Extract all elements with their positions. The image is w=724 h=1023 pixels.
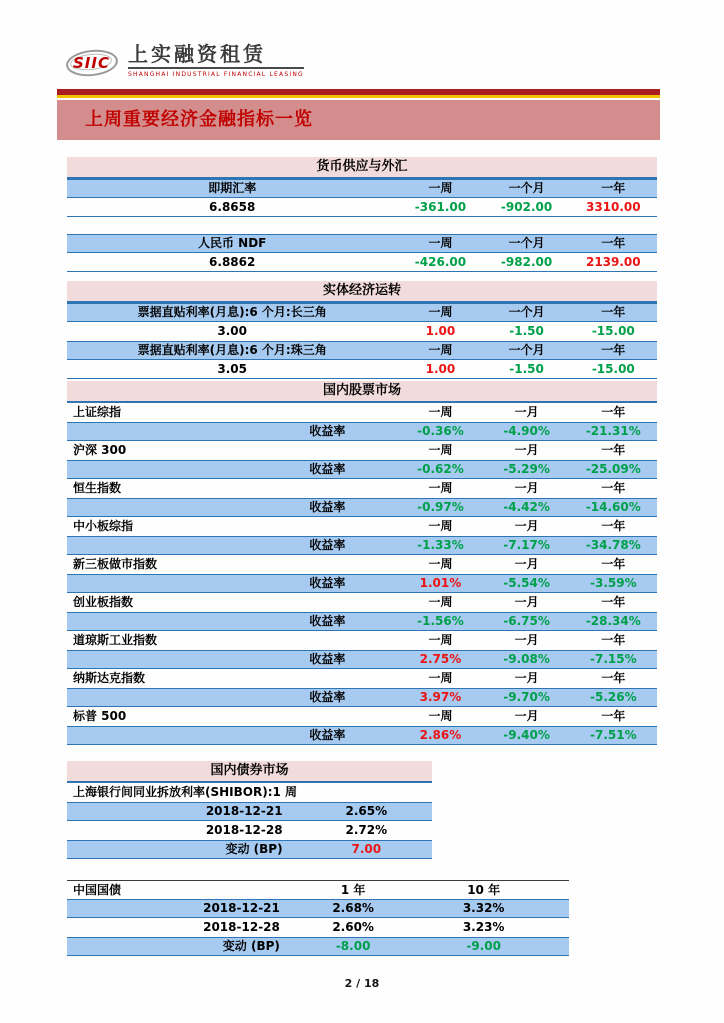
- change-value: -902.00: [500, 200, 553, 214]
- current-value: 3.05: [217, 362, 247, 376]
- col-header: 一周: [428, 519, 453, 533]
- return-value: 1.01%: [419, 576, 462, 590]
- col-header: 一月: [514, 671, 539, 685]
- page-number: 2 / 18: [344, 977, 380, 990]
- index-name: 标普 500: [73, 709, 127, 723]
- change-value: -1.50: [509, 324, 544, 338]
- table-row: [67, 631, 657, 650]
- col-header: 一年: [601, 519, 626, 533]
- change-value: 3310.00: [585, 200, 641, 214]
- row-label: 收益率: [309, 690, 346, 704]
- return-value: -1.33%: [417, 538, 464, 552]
- table-row: [67, 574, 657, 593]
- logo-mark-text: SIIC: [73, 54, 110, 72]
- section-banner: [57, 100, 660, 140]
- table-row: [67, 460, 657, 479]
- current-value: 6.8862: [209, 255, 256, 269]
- table-row: [67, 234, 657, 253]
- tables-region: [0, 157, 724, 956]
- return-value: -0.36%: [417, 424, 464, 438]
- table-title-domestic-stock-market: 国内股票市场: [67, 381, 657, 403]
- table-row: [67, 179, 657, 198]
- table-row: [67, 707, 657, 726]
- col-header: 一月: [514, 709, 539, 723]
- table-row: [67, 536, 657, 555]
- return-value: -4.42%: [503, 500, 550, 514]
- rate-value: 3.23%: [462, 920, 505, 934]
- return-value: -5.29%: [503, 462, 550, 476]
- rate-value: 2.72%: [345, 823, 388, 837]
- change-value: -8.00: [335, 939, 371, 953]
- col-header: 一年: [601, 405, 626, 419]
- table-row: [67, 650, 657, 669]
- red-gold-divider: [57, 89, 660, 98]
- date-label: 2018-12-21: [203, 901, 280, 915]
- col-header: 一年: [601, 595, 626, 609]
- row-label: 收益率: [309, 728, 346, 742]
- index-name: 创业板指数: [73, 595, 134, 609]
- table-row: [67, 669, 657, 688]
- col-header: 一周: [428, 481, 453, 495]
- page-title: 上周重要经济金融指标一览: [85, 109, 313, 130]
- row-label: 上海银行间同业拆放利率(SHIBOR):1 周: [73, 785, 298, 799]
- table-row: [67, 840, 432, 859]
- change-value: -1.50: [509, 362, 544, 376]
- row-label: 收益率: [309, 576, 346, 590]
- company-name-en: SHANGHAI INDUSTRIAL FINANCIAL LEASING: [128, 71, 304, 78]
- table-row: [67, 479, 657, 498]
- change-value: 7.00: [351, 842, 382, 856]
- table-row: [67, 783, 432, 802]
- change-value: -9.00: [466, 939, 501, 953]
- col-header: 一年: [601, 443, 626, 457]
- table-row: [67, 441, 657, 460]
- row-label: 收益率: [309, 500, 346, 514]
- return-value: -5.26%: [589, 690, 637, 704]
- row-label: 收益率: [309, 614, 346, 628]
- table-title-domestic-bond-market: 国内债券市场: [67, 761, 432, 783]
- col-header: 一个月: [508, 343, 545, 357]
- row-label: 即期汇率: [208, 181, 257, 195]
- return-value: -21.31%: [585, 424, 641, 438]
- table-title-money-supply-fx: 货币供应与外汇: [67, 157, 657, 179]
- col-header: 一月: [514, 405, 539, 419]
- table-row: [67, 322, 657, 341]
- current-value: 6.8658: [209, 200, 256, 214]
- col-header: 10 年: [467, 883, 501, 897]
- table-row: [67, 802, 432, 821]
- col-header: 一月: [514, 595, 539, 609]
- rate-value: 3.32%: [462, 901, 505, 915]
- return-value: 3.97%: [419, 690, 462, 704]
- table-row: [67, 821, 432, 840]
- row-label: 票据直贴利率(月息):6 个月:珠三角: [137, 343, 327, 357]
- current-value: 3.00: [217, 324, 247, 338]
- col-header: 一年: [601, 236, 626, 250]
- change-value: -361.00: [414, 200, 467, 214]
- col-header: 一月: [514, 481, 539, 495]
- col-header: 一周: [428, 443, 453, 457]
- table-row: [67, 555, 657, 574]
- date-label: 2018-12-28: [205, 823, 283, 837]
- row-label: 中国国债: [73, 883, 122, 897]
- change-value: 1.00: [425, 362, 456, 376]
- table-row: [67, 593, 657, 612]
- table-row: [67, 880, 569, 899]
- change-value: -15.00: [591, 362, 635, 376]
- return-value: -5.54%: [503, 576, 550, 590]
- table-domestic-bond-market: [67, 761, 432, 859]
- return-value: -9.70%: [503, 690, 550, 704]
- return-value: 2.86%: [419, 728, 462, 742]
- row-label: 收益率: [309, 424, 346, 438]
- row-label: 变动 (BP): [225, 842, 283, 856]
- change-value: -15.00: [591, 324, 635, 338]
- row-label: 变动 (BP): [222, 939, 280, 953]
- row-label: 收益率: [309, 652, 346, 666]
- change-value: 2139.00: [585, 255, 641, 269]
- col-header: 一月: [514, 557, 539, 571]
- col-header: 一周: [428, 236, 453, 250]
- col-header: 一月: [514, 633, 539, 647]
- row-label: 收益率: [309, 538, 346, 552]
- date-label: 2018-12-28: [203, 920, 280, 934]
- col-header: 一周: [428, 633, 453, 647]
- col-header: 一周: [428, 405, 453, 419]
- table-row: [67, 422, 657, 441]
- date-label: 2018-12-21: [205, 804, 283, 818]
- table-row: [67, 253, 657, 272]
- col-header: 一月: [514, 519, 539, 533]
- return-value: -7.15%: [589, 652, 637, 666]
- table-title-real-economy: 实体经济运转: [67, 281, 657, 303]
- table-row: [67, 726, 657, 745]
- col-header: 1 年: [340, 883, 366, 897]
- col-header: 一周: [428, 595, 453, 609]
- col-header: 一年: [601, 709, 626, 723]
- table-row: [67, 198, 657, 217]
- rate-value: 2.60%: [332, 920, 374, 934]
- table-china-treasury: [67, 880, 569, 956]
- row-label: 票据直贴利率(月息):6 个月:长三角: [137, 305, 327, 319]
- table-money-supply-fx: [67, 157, 657, 272]
- return-value: -34.78%: [585, 538, 641, 552]
- col-header: 一周: [428, 343, 453, 357]
- return-value: -7.51%: [589, 728, 637, 742]
- table-row: [67, 918, 569, 937]
- col-header: 一周: [428, 671, 453, 685]
- table-row: [67, 688, 657, 707]
- row-label: 人民币 NDF: [198, 236, 267, 250]
- index-name: 纳斯达克指数: [73, 671, 146, 685]
- return-value: 2.75%: [419, 652, 462, 666]
- col-header: 一年: [601, 305, 626, 319]
- col-header: 一年: [601, 633, 626, 647]
- index-name: 上证综指: [73, 405, 122, 419]
- index-name: 新三板做市指数: [73, 557, 158, 571]
- change-value: -982.00: [500, 255, 553, 269]
- company-name: 上实融资租赁: [128, 43, 304, 69]
- row-label: 收益率: [309, 462, 346, 476]
- col-header: 一年: [601, 481, 626, 495]
- index-name: 恒生指数: [73, 481, 122, 495]
- return-value: -0.62%: [417, 462, 464, 476]
- col-header: 一月: [514, 443, 539, 457]
- return-value: -0.97%: [417, 500, 464, 514]
- table-row: [67, 360, 657, 379]
- col-header: 一年: [601, 343, 626, 357]
- return-value: -6.75%: [503, 614, 550, 628]
- return-value: -9.08%: [503, 652, 550, 666]
- table-row: [67, 341, 657, 360]
- col-header: 一个月: [508, 181, 545, 195]
- return-value: -9.40%: [503, 728, 550, 742]
- col-header: 一周: [428, 557, 453, 571]
- return-value: -7.17%: [503, 538, 550, 552]
- table-row: [67, 937, 569, 956]
- logo-text: [128, 43, 304, 78]
- table-row: [67, 899, 569, 918]
- col-header: 一年: [601, 181, 626, 195]
- table-row: [67, 498, 657, 517]
- table-real-economy: [67, 281, 657, 379]
- col-header: 一年: [601, 557, 626, 571]
- table-gap: [67, 217, 657, 234]
- siic-logo-icon: [66, 49, 118, 77]
- index-name: 中小板综指: [73, 519, 134, 533]
- table-row: [67, 517, 657, 536]
- col-header: 一年: [601, 671, 626, 685]
- col-header: 一周: [428, 305, 453, 319]
- table-row: [67, 303, 657, 322]
- return-value: -25.09%: [585, 462, 641, 476]
- col-header: 一周: [428, 181, 453, 195]
- col-header: 一个月: [508, 305, 545, 319]
- return-value: -14.60%: [585, 500, 641, 514]
- col-header: 一周: [428, 709, 453, 723]
- return-value: -1.56%: [417, 614, 464, 628]
- company-logo: [66, 43, 724, 85]
- return-value: -28.34%: [585, 614, 641, 628]
- return-value: -3.59%: [589, 576, 637, 590]
- index-name: 道琼斯工业指数: [73, 633, 158, 647]
- return-value: -4.90%: [503, 424, 550, 438]
- rate-value: 2.68%: [332, 901, 374, 915]
- table-domestic-stock-market: [67, 381, 657, 745]
- table-row: [67, 612, 657, 631]
- index-name: 沪深 300: [73, 443, 127, 457]
- rate-value: 2.65%: [345, 804, 388, 818]
- change-value: -426.00: [414, 255, 467, 269]
- table-row: [67, 403, 657, 422]
- col-header: 一个月: [508, 236, 545, 250]
- change-value: 1.00: [425, 324, 456, 338]
